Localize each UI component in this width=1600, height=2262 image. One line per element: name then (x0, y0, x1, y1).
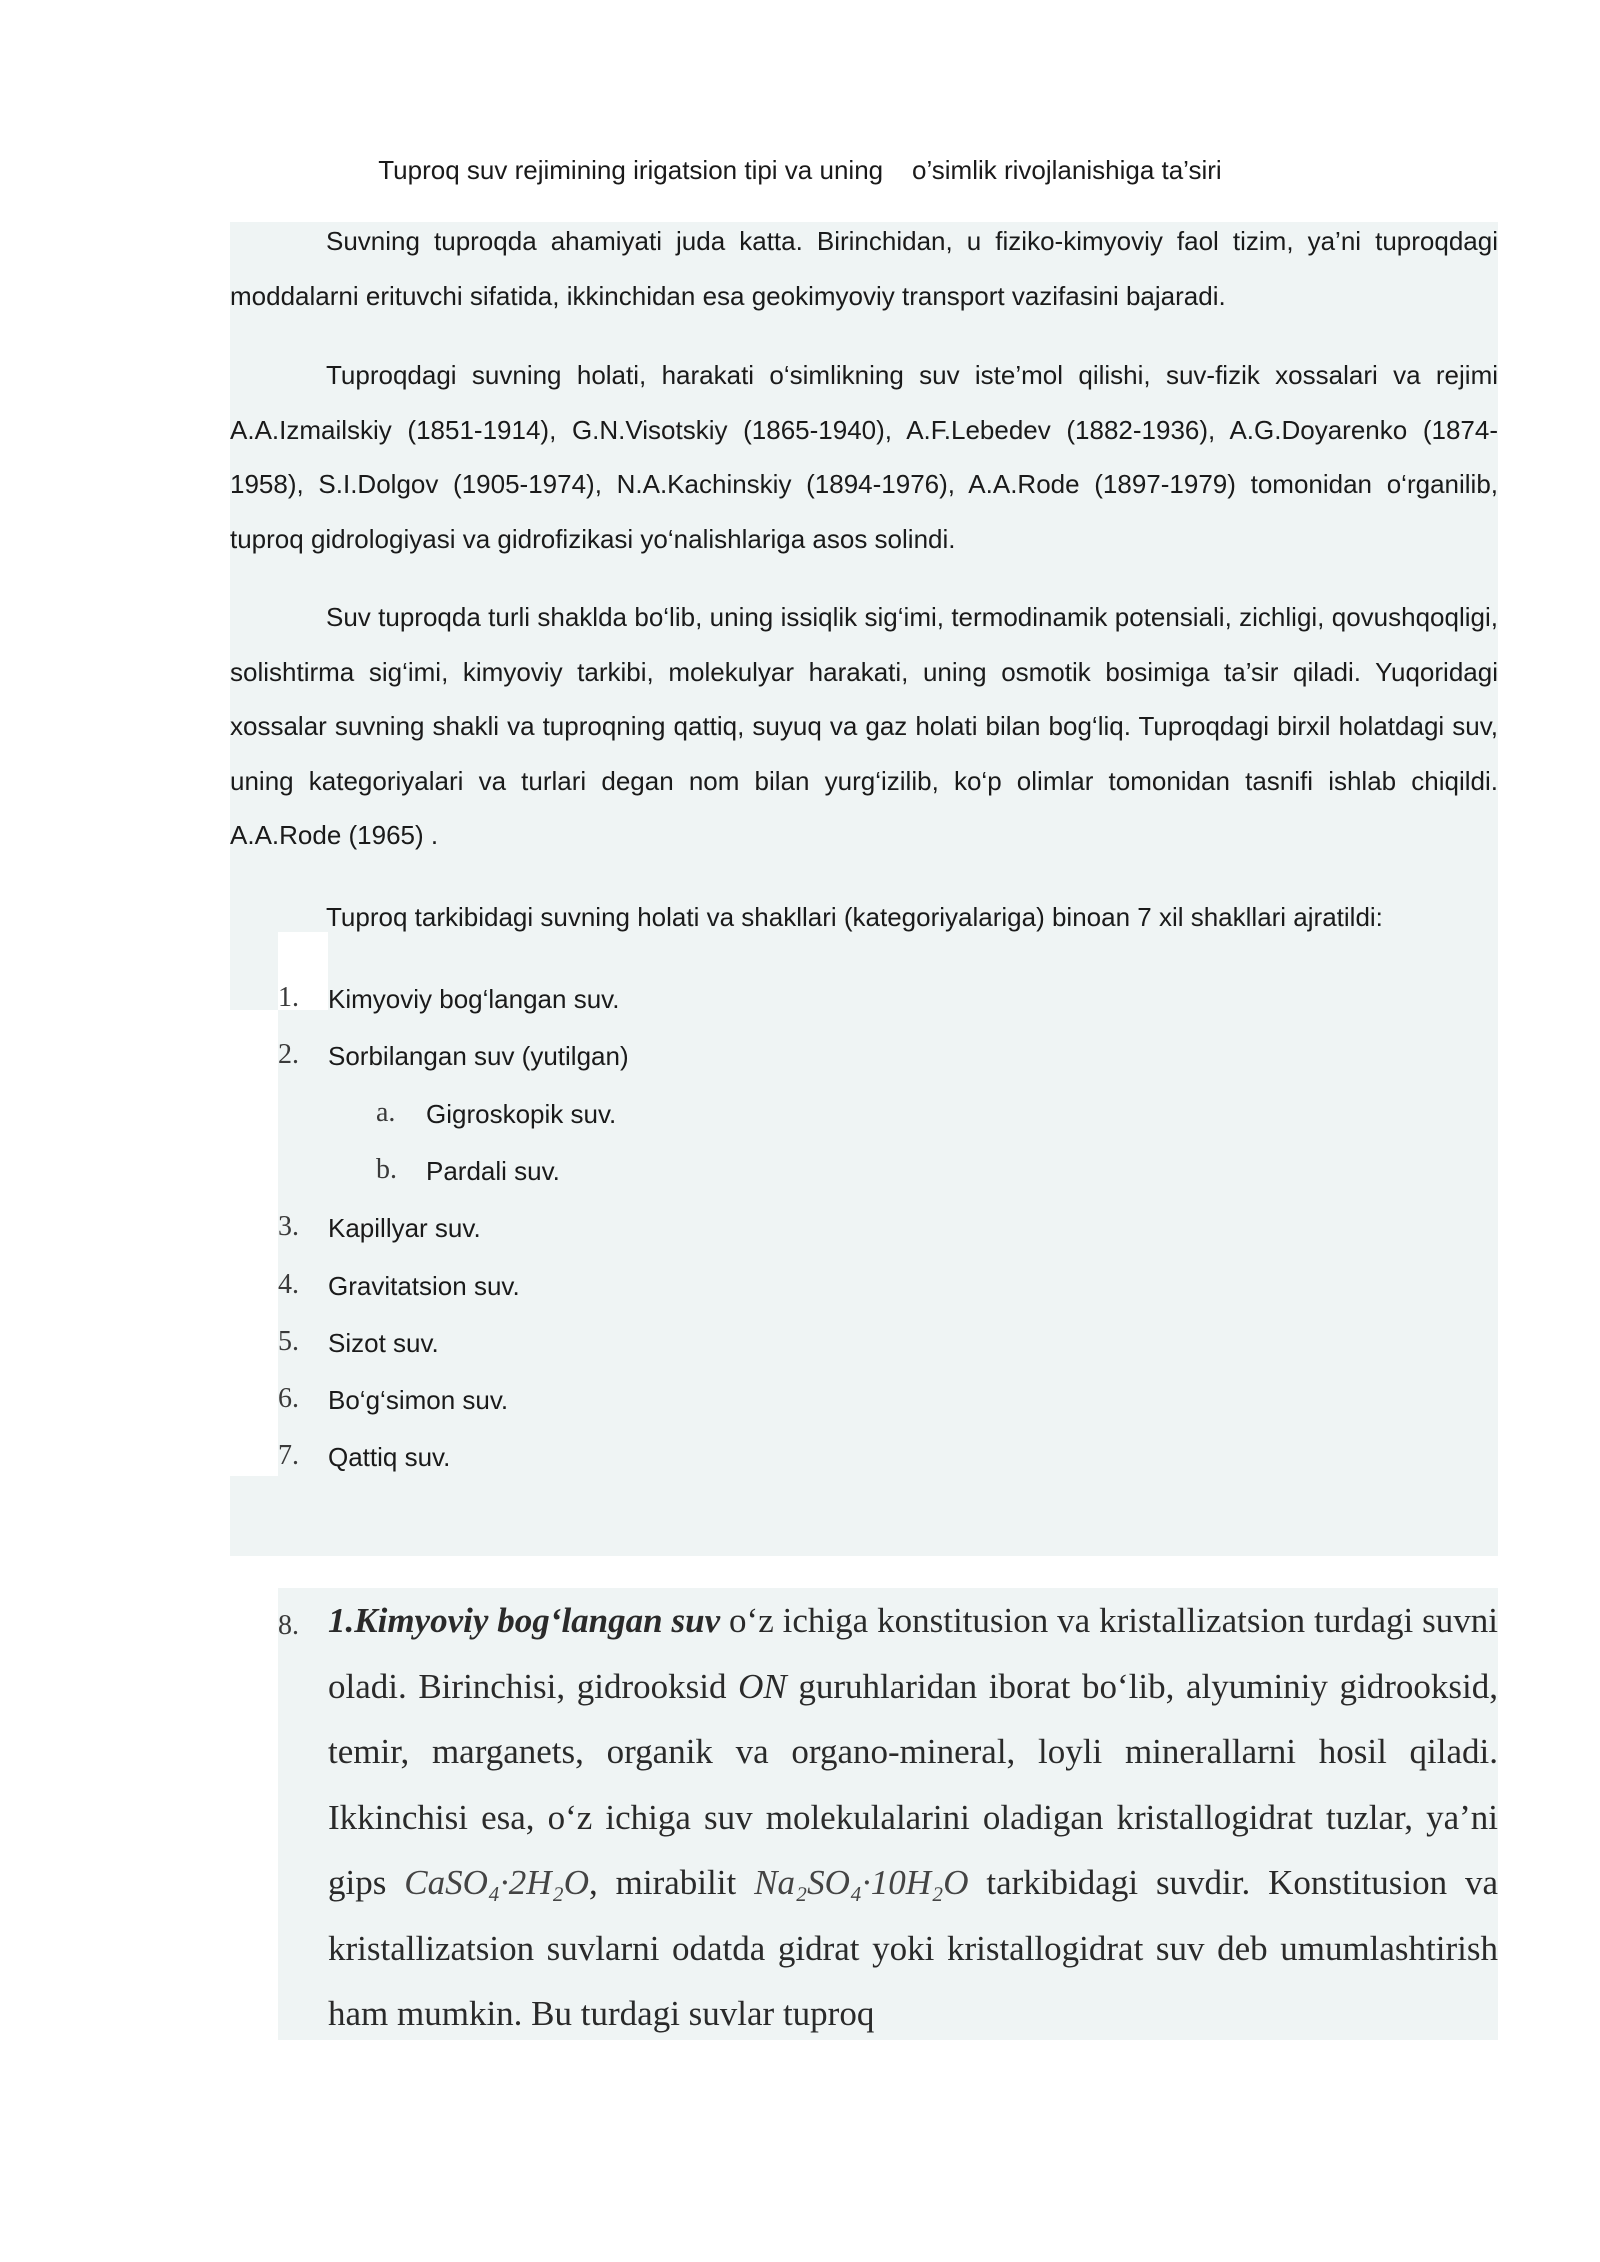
highlight-region (230, 1476, 1498, 1556)
document-title: Tuproq suv rejimining irigatsion tipi va uning o’simlik rivojlanishiga ta’siri (378, 155, 1222, 185)
paragraph-3: Suv tuproqda turli shaklda bo‘lib, uning issiqlik sig‘imi, termodinamik potensiali, zichligi, qovushqoqligi, solishtirma sig‘imi, kimyoviy tarkibi, molekulyar harakati, uning osmotik bosimiga ta’sir qiladi. Yuqoridagi xossalar suvning shakli va tuproqning qattiq, suyuq va gaz holati bilan bog‘liq. Tuproqdagi birxil holatdagi suv, uning kategoriyalari va turlari degan nom bilan yurg‘izilib, ko‘p olimlar tomonidan tasnifi ishlab chiqildi. A.A.Rode (1965) . (230, 602, 1498, 850)
list-item: Gravitatsion suv. (328, 1271, 520, 1301)
list-item: Pardali suv. (426, 1156, 560, 1186)
list-number: 4. (278, 1269, 299, 1300)
section-paragraph (328, 1588, 1498, 2047)
list-number: 2. (278, 1039, 299, 1070)
list-item: Sizot suv. (328, 1328, 439, 1358)
list-number: 7. (278, 1440, 299, 1471)
list-number: 5. (278, 1326, 299, 1357)
list-number: a. (376, 1097, 396, 1128)
list-number: 6. (278, 1383, 299, 1414)
section-text: guruhlaridan iborat bo‘lib, alyuminiy gidrooksid, temir, marganets, organik va organo-mineral, loyli minerallarni hosil qiladi. Ikkinchisi esa, o‘z ichiga suv molekulalarini oladigan kristallogidrat tuzlar, ya’ni gips (328, 1666, 1498, 1902)
list-number: 8. (278, 1610, 299, 1641)
section-heading: 1.Kimyoviy bog‘langan suv (328, 1601, 721, 1640)
formula-mirabilit: Na₂SO₄·10H₂O (754, 1863, 969, 1902)
list-item: Kimyoviy bog‘langan suv. (328, 984, 620, 1014)
paragraph-1: Suvning tuproqda ahamiyati juda katta. Birinchidan, u fiziko-kimyoviy faol tizim, ya’ni tuproqdagi moddalarni erituvchi sifatida, ikkinchidan esa geokimyoviy transport vazifasini bajaradi. (230, 226, 1498, 311)
list-number: 3. (278, 1211, 299, 1242)
highlight-region (278, 1100, 374, 1190)
formula-on: ON (738, 1666, 787, 1706)
section-text: o‘z ichiga konstitusion va kristallizatsion turdagi suvni oladi. Birinchisi, gidrooksid (328, 1601, 1498, 1706)
formula-gips: CaSO₄·2H₂O (404, 1863, 590, 1902)
list-item: Bo‘g‘simon suv. (328, 1385, 509, 1415)
list-number: b. (376, 1154, 397, 1185)
section-text: tarkibidagi suvdir. Konstitusion va kristallizatsion suvlarni odatda gidrat yoki kristallogidrat suv deb umumlashtirish ham mumkin. Bu turdagi suvlar tuproq (328, 1863, 1498, 2033)
list-number: 1. (278, 982, 299, 1013)
paragraph-2: Tuproqdagi suvning holati, harakati o‘simlikning suv iste’mol qilishi, suv-fizik xossalari va rejimi A.A.Izmailskiy (1851-1914), G.N.Visotskiy (1865-1940), A.F.Lebedev (1882-1936), A.G.Doyarenko (1874-1958), S.I.Dolgov (1905-1974), N.A.Kachinskiy (1894-1976), A.A.Rode (1897-1979) tomonidan o‘rganilib, tuproq gidrologiyasi va gidrofizikasi yo‘nalishlariga asos solindi. (230, 360, 1498, 554)
list-item: Sorbilangan suv (yutilgan) (328, 1041, 629, 1071)
paragraph-4: Tuproq tarkibidagi suvning holati va shakllari (kategoriyalariga) binoan 7 xil shakllari ajratildi: (326, 902, 1383, 932)
list-item: Gigroskopik suv. (426, 1099, 617, 1129)
list-item: Qattiq suv. (328, 1442, 451, 1472)
section-text: , mirabilit (589, 1863, 755, 1902)
list-item: Kapillyar suv. (328, 1213, 481, 1243)
